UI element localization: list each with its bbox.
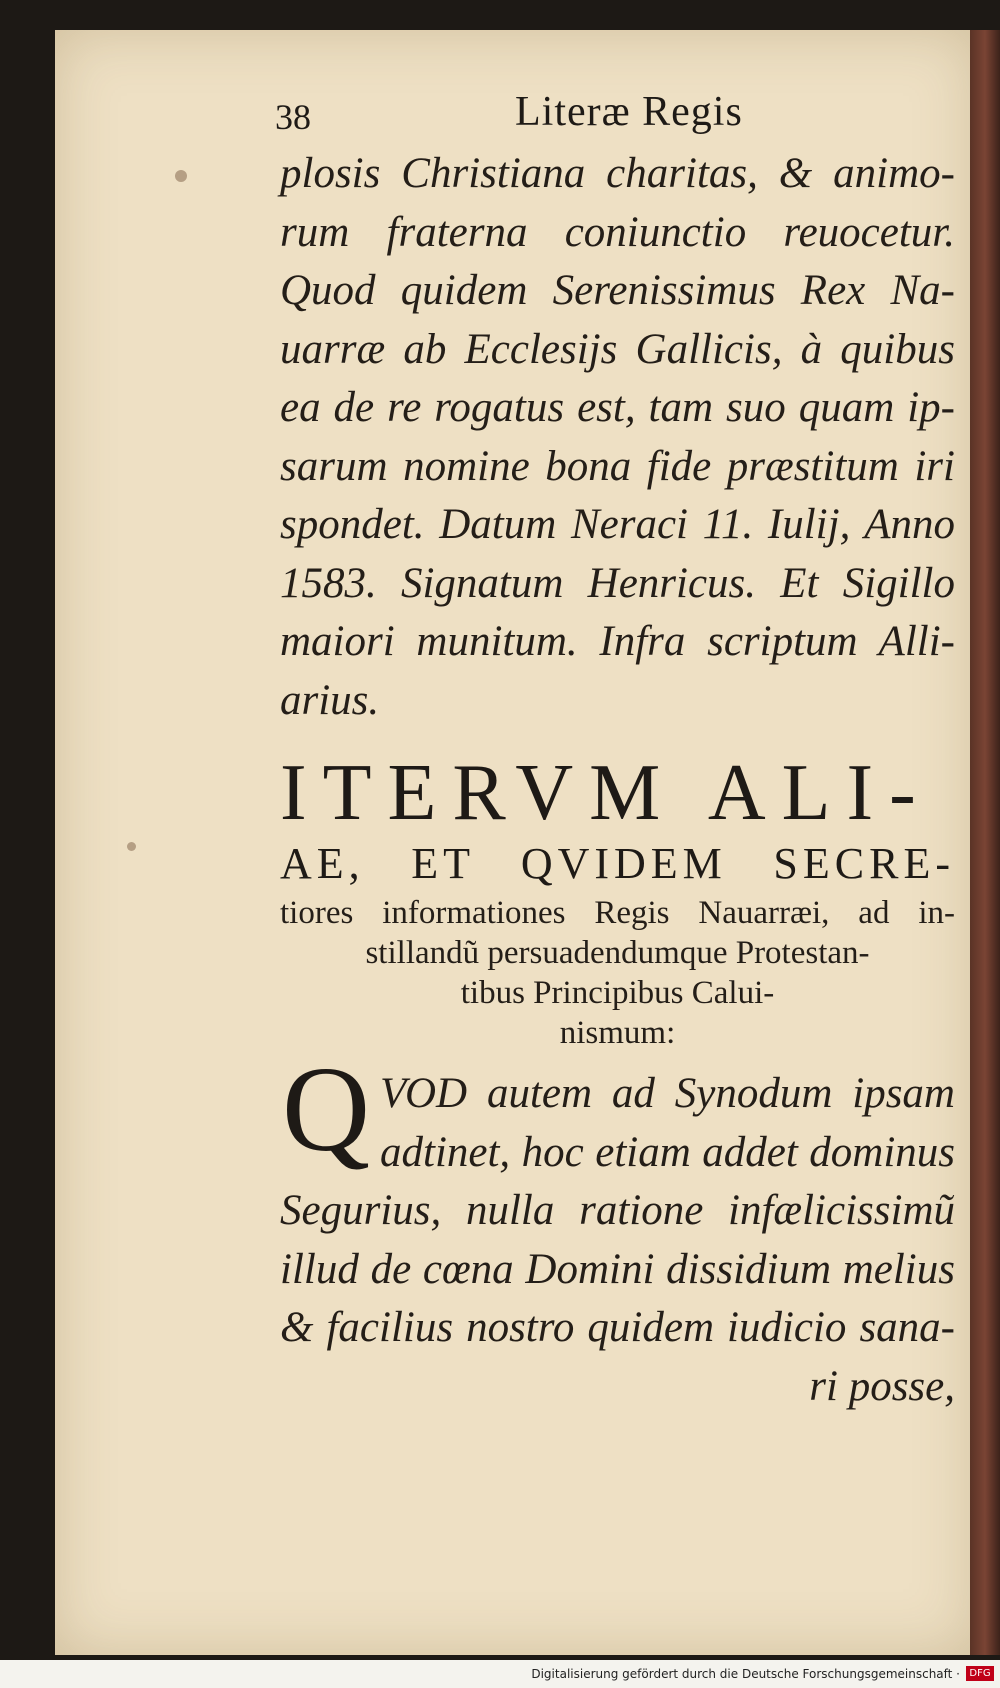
text-line: plosis Christiana charitas, & animo-: [280, 150, 955, 197]
body-opening: [380, 1065, 955, 1182]
subtitle-line: tiores informationes Regis Nauarræi, ad in-: [280, 895, 955, 931]
text-line: 1583. Signatum Henricus. Et Sigillo: [280, 559, 955, 607]
subtitle-line: stillandũ persuadendumque Protestan-: [365, 935, 870, 971]
paper-stain: [175, 170, 187, 182]
section-subtitle: [280, 893, 955, 1053]
text-line: uarræ ab Ecclesijs Gallicis, à quibus: [280, 325, 955, 373]
text-line: ea de re rogatus est, tam suo quam ip-: [280, 384, 955, 431]
section-heading: ITERVM ALI-: [280, 749, 932, 837]
text-line: & facilius nostro quidem iudicio sana-: [280, 1304, 955, 1351]
text-line: arius.: [280, 676, 380, 724]
drop-cap: Q: [282, 1042, 371, 1177]
text-line: VOD autem ad Synodum ipsam: [380, 1070, 955, 1117]
text-line: Segurius, nulla ratione infælicissimũ: [280, 1187, 955, 1234]
text-line: adtinet, hoc etiam addet dominus: [380, 1128, 955, 1176]
text-line: illud de cœna Domini dissidium melius: [280, 1245, 955, 1293]
text-line: rum fraterna coniunctio reuocetur.: [280, 208, 955, 256]
funding-credit: Digitalisierung gefördert durch die Deutsche Forschungsgemeinschaft ·: [531, 1667, 960, 1681]
text-line: spondet. Datum Neraci 11. Iulij, Anno: [280, 501, 955, 548]
page-number: 38: [275, 97, 311, 137]
text-line: Quod quidem Serenissimus Rex Na-: [280, 267, 955, 314]
dfg-logo: DFG: [966, 1666, 994, 1681]
page-header: [275, 88, 955, 144]
book-edge: [970, 30, 1000, 1655]
digitization-footer: [0, 1662, 1000, 1688]
letter-closing-text: [280, 145, 955, 730]
text-line: maiori munitum. Infra scriptum Alli-: [280, 618, 955, 665]
subtitle-line: nismum:: [559, 1015, 676, 1051]
section-heading-continued: AE, ET QVIDEM SECRE-: [280, 839, 955, 888]
text-line: sarum nomine bona fide præstitum iri: [280, 442, 955, 490]
body-text: [280, 1182, 955, 1416]
paper-stain: [127, 842, 136, 851]
subtitle-line: tibus Principibus Calui-: [460, 975, 775, 1011]
text-line: ri posse,: [809, 1362, 955, 1410]
running-title: Literæ Regis: [515, 89, 743, 135]
